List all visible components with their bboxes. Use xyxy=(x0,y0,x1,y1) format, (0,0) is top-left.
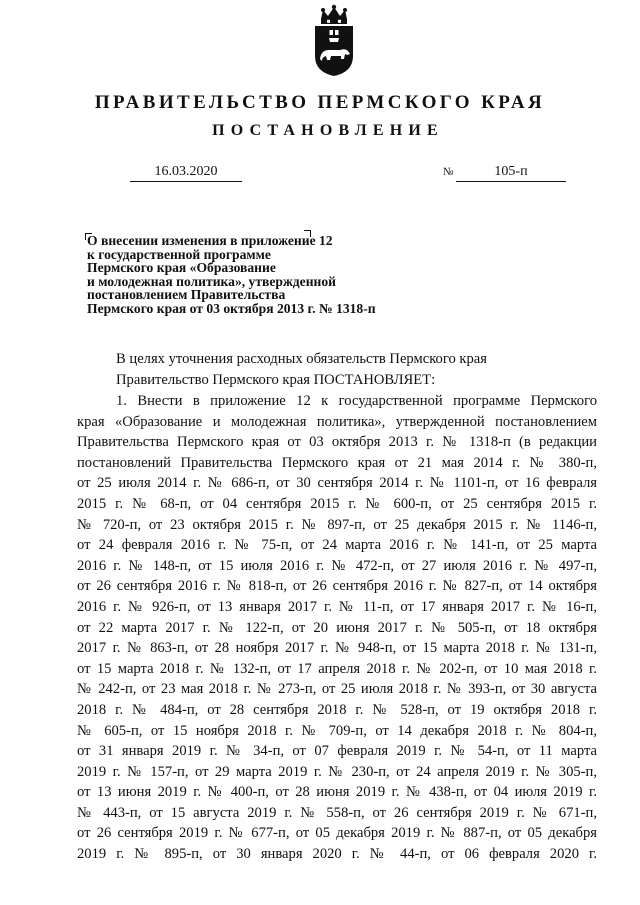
body-line: № 443-п, от 15 августа 2019 г. № 558-п, от 26 сентября 2019 г. № 671-п, xyxy=(77,804,597,821)
body-line: от 22 марта 2017 г. № 122-п, от 20 июня 2017 г. № 505-п, от 18 октября xyxy=(77,619,597,636)
body-line: № 720-п, от 23 октября 2015 г. № 897-п, от 25 декабря 2015 г. № 1146-п, xyxy=(77,516,597,533)
title-line: О внесении изменения в приложение 12 xyxy=(87,233,333,248)
body-line: 2018 г. № 484-п, от 28 сентября 2018 г. № 528-п, от 19 октября 2018 г. xyxy=(77,701,597,718)
body-line: 2017 г. № 863-п, от 28 ноября 2017 г. № 948-п, от 15 марта 2018 г. № 131-п, xyxy=(77,640,597,657)
body-line: от 24 февраля 2016 г. № 75-п, от 24 марта 2016 г. № 141-п, от 25 марта xyxy=(77,537,597,554)
document-date: 16.03.2020 xyxy=(130,162,242,182)
body-line: от 13 июня 2019 г. № 400-п, от 28 июня 2019 г. № 438-п, от 04 июля 2019 г. xyxy=(77,784,597,801)
title-line: и молодежная политика», утвержденной xyxy=(87,273,337,289)
document-title xyxy=(87,234,447,316)
body-line: края «Образование и молодежная политика», утвержденной постановлением xyxy=(77,413,597,430)
authority-name: ПРАВИТЕЛЬСТВО ПЕРМСКОГО КРАЯ xyxy=(94,92,546,113)
resolution-line: Правительство Пермского края ПОСТАНОВЛЯЕТ: xyxy=(116,372,436,388)
body-line: от 26 сентября 2016 г. № 818-п, от 26 сентября 2016 г. № 827-п, от 14 октября xyxy=(77,578,597,595)
body-line: постановлений Правительства Пермского края от 21 мая 2014 г. № 380-п, xyxy=(77,454,597,471)
body-line: 2019 г. № 157-п, от 29 марта 2019 г. № 230-п, от 24 апреля 2019 г. № 305-п, xyxy=(77,763,597,780)
body-line: Правительства Пермского края от 03 октября 2013 г. № 1318-п (в редакции xyxy=(77,434,597,451)
document-type: ПОСТАНОВЛЕНИЕ xyxy=(212,122,444,139)
body-line: от 26 сентября 2019 г. № 677-п, от 05 декабря 2019 г. № 887-п, от 05 декабря xyxy=(77,825,597,842)
preamble-line: В целях уточнения расходных обязательств Пермского края xyxy=(116,351,487,367)
number-sign: № xyxy=(443,166,454,178)
title-line: к государственной программе xyxy=(87,246,271,262)
body-line: № 605-п, от 15 ноября 2018 г. № 709-п, от 14 декабря 2018 г. № 804-п, xyxy=(77,722,597,739)
body-paragraph xyxy=(77,391,597,865)
body-line: № 242-п, от 23 мая 2018 г. № 273-п, от 25 июля 2018 г. № 393-п, от 30 августа xyxy=(77,681,597,698)
coat-of-arms-icon xyxy=(307,4,361,78)
body-line: от 25 июля 2014 г. № 686-п, от 30 сентября 2014 г. № 1101-п, от 16 февраля xyxy=(77,475,597,492)
title-line: постановлением Правительства xyxy=(87,287,286,303)
body-line: 2015 г. № 68-п, от 04 сентября 2015 г. № 600-п, от 25 сентября 2015 г. xyxy=(77,495,597,512)
document-number: 105-п xyxy=(456,162,566,182)
body-line: от 31 января 2019 г. № 34-п, от 07 февраля 2019 г. № 54-п, от 11 марта xyxy=(77,743,597,760)
body-line: 2019 г. № 895-п, от 30 января 2020 г. № 44-п, от 06 февраля 2020 г. xyxy=(77,846,597,863)
title-line: Пермского края «Образование xyxy=(87,260,276,276)
body-line: от 15 марта 2018 г. № 132-п, от 17 апреля 2018 г. № 202-п, от 10 мая 2018 г. xyxy=(77,660,597,677)
title-line: Пермского края от 03 октября 2013 г. № 1318-п xyxy=(87,300,376,316)
body-line: 1. Внести в приложение 12 к государственной программе Пермского xyxy=(116,393,597,409)
body-line: 2016 г. № 148-п, от 15 июля 2016 г. № 472-п, от 27 июля 2016 г. № 497-п, xyxy=(77,557,597,574)
body-line: 2016 г. № 926-п, от 13 января 2017 г. № 11-п, от 17 января 2017 г. № 16-п, xyxy=(77,598,597,615)
